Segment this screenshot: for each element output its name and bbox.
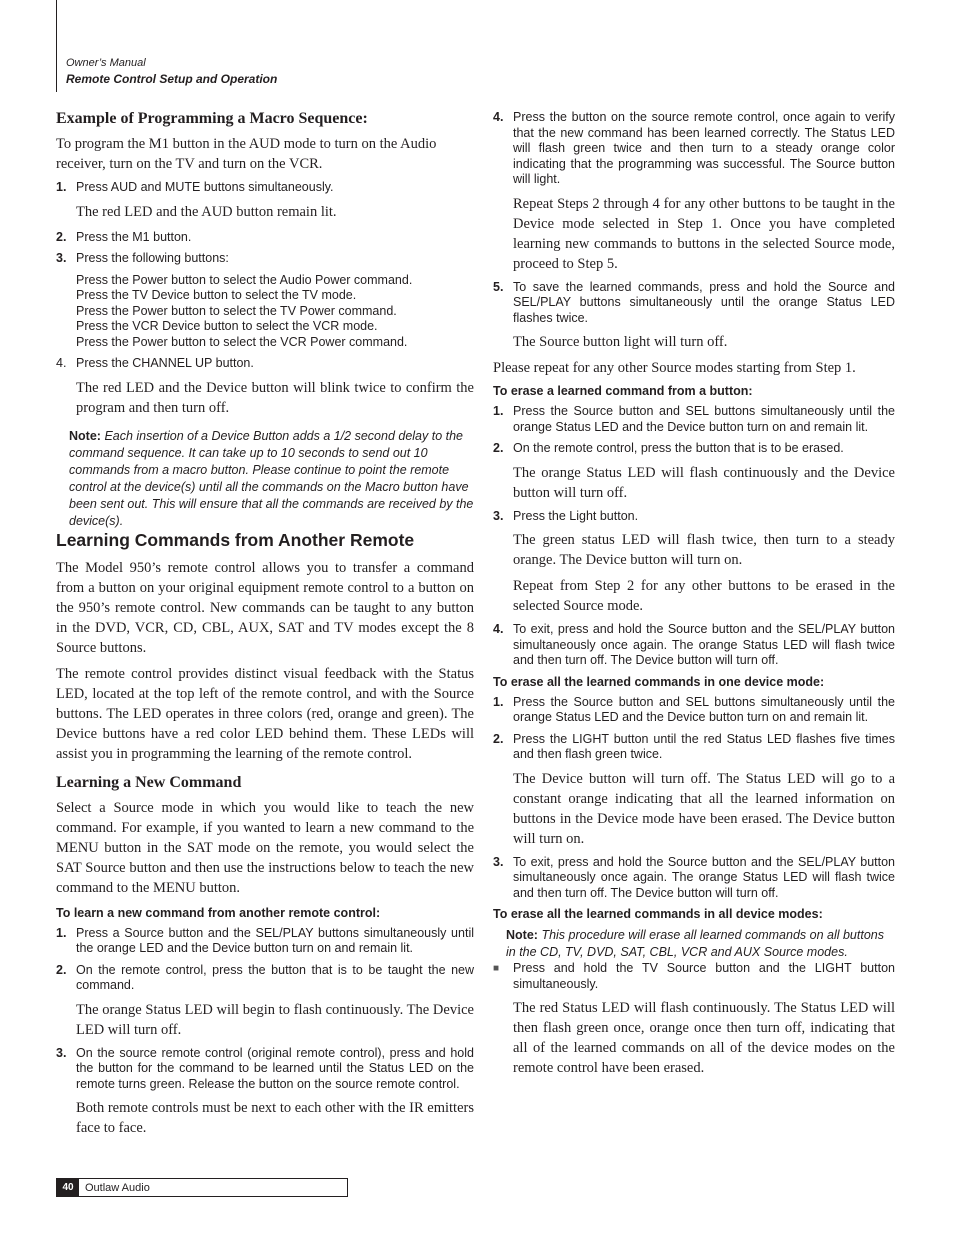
list-item (56, 251, 474, 267)
example-intro: To program the M1 button in the AUD mode to turn on the Audio receiver, turn on the TV and turn on the VCR. (56, 136, 437, 172)
step-text: Press a Source button and the SEL/PLAY buttons simultaneously until the orange LED and the Device button turn on and remain lit. (76, 925, 474, 955)
step-number: 2. (56, 962, 67, 977)
note-text: This procedure will erase all learned commands on all buttons in the CD, TV, DVD, SAT, CBL, VCR and AUX Source modes. (506, 928, 884, 959)
page-number: 40 (57, 1179, 79, 1196)
learning-title: Learning Commands from Another Remote (56, 529, 415, 550)
step-number: 3. (56, 1045, 67, 1060)
step-note: Repeat Steps 2 through 4 for any other buttons to be taught in the Device mode selected in Step 1. Once you have completed learning new commands to buttons in the selected Source mode, proceed to Step 5. (513, 195, 895, 272)
manual-label: Owner’s Manual (66, 57, 146, 69)
step-text: Press the CHANNEL UP button. (76, 356, 254, 370)
step-text: On the source remote control (original remote control), press and hold the button for the command to be learned until the Status LED on the remote turns green. Release the button on the source remote control. (76, 1045, 474, 1091)
list-item (493, 441, 895, 457)
learn-task-heading: To learn a new command from another remote control: (56, 905, 381, 920)
step-text: Press the LIGHT button until the red Status LED flashes five times and then flash green twice. (513, 731, 895, 761)
step-text: To exit, press and hold the Source button and the SEL/PLAY button simultaneously once again. The orange Status LED will flash twice and then turn off. The Device button will turn off. (513, 854, 895, 900)
sub-step: Press the TV Device button to select the TV mode. (76, 288, 357, 302)
step-note: The red LED and the AUD button remain lit. (76, 203, 337, 220)
erase-all-task-heading: To erase all the learned commands in one device mode: (493, 674, 825, 689)
erase-modes-task-heading: To erase all the learned commands in all device modes: (493, 907, 823, 921)
learning-paragraph-1: The Model 950’s remote control allows you to transfer a command from a button on your original equipment remote control to a button on the 950’s remote control. New commands can be taught to any button in the DVD, VCR, CD, CBL, AUX, SAT and TV modes except the 8 Source buttons. (56, 559, 474, 656)
note-text: Each insertion of a Device Button adds a 1/2 second delay to the command sequence. It can take up to 10 seconds to send out 10 commands from a macro button. Please continue to point the remote control at the device(s) until all the commands on the Macro button have been sent out. This will ensure that all the commands are received by the device(s). (69, 428, 474, 528)
note-label: Note: (506, 928, 538, 942)
step-note: The orange Status LED will begin to flash continuously. The Device LED will turn off. (76, 1001, 474, 1038)
step-number: 3. (493, 508, 504, 523)
new-command-paragraph: Select a Source mode in which you would like to teach the new command. For example, if you wanted to learn a new command to the MENU button in the SAT mode on the remote, you would select the SAT Source button and then use the instructions below to teach the new command to the MENU button. (56, 799, 474, 896)
new-command-title: Learning a New Command (56, 773, 242, 791)
step-note: The red LED and the Device button will blink twice to confirm the program and then turn off. (76, 379, 474, 416)
list-item (493, 622, 895, 669)
erase-task-heading: To erase a learned command from a button: (493, 384, 753, 398)
sub-step: Press the Power button to select the TV Power command. (76, 303, 397, 318)
step-text: Press the Source button and SEL buttons simultaneously until the orange Status LED and the Device button turn on and remain lit. (513, 694, 895, 724)
list-item (493, 695, 895, 726)
right-column (493, 110, 895, 1078)
sub-step: Press the Power button to select the Audio Power command. (76, 272, 413, 287)
step-text: Press AUD and MUTE buttons simultaneously. (76, 180, 334, 194)
step-note: The Source button light will turn off. (513, 334, 728, 350)
step-number: 4. (493, 622, 504, 636)
page-footer (56, 1178, 348, 1197)
sub-step: Press the Power button to select the VCR Power command. (76, 334, 408, 349)
list-item (56, 180, 474, 196)
step-text: Press and hold the TV Source button and the LIGHT button simultaneously. (513, 961, 895, 991)
step-note: The green status LED will flash twice, then turn to a steady orange. The Device button will turn on. (513, 532, 895, 568)
header-rule (56, 0, 57, 92)
list-item (56, 356, 474, 372)
left-column (56, 110, 474, 1138)
step-text: Press the following buttons: (76, 251, 229, 265)
note-box (493, 927, 895, 961)
repeat-text: Please repeat for any other Source modes starting from Step 1. (493, 360, 856, 376)
step-number: 1. (56, 925, 67, 940)
step-text: Press the button on the source remote control, once again to verify that the new command has been learned correctly. The Status LED will flash green twice and then turn to a steady orange color indicating that the programming was successful. The Source button will light. (513, 110, 895, 186)
step-number: 1. (493, 694, 504, 709)
step-number: 1. (56, 180, 67, 194)
step-text: To save the learned commands, press and hold the Source and SEL/PLAY buttons simultaneously until the orange Status LED flashes twice. (513, 279, 895, 325)
step-note: The orange Status LED will flash continuously and the Device button will turn off. (513, 464, 895, 501)
step-text: Press the Light button. (513, 508, 639, 523)
list-item (493, 110, 895, 188)
step-text: On the remote control, press the button that is to be erased. (513, 441, 844, 455)
step-text: On the remote control, press the button that is to be taught the new command. (76, 962, 474, 992)
step-number: 3. (56, 251, 67, 265)
section-label: Remote Control Setup and Operation (66, 72, 278, 86)
note-label: Note: (69, 428, 101, 443)
step-text: Press the M1 button. (76, 229, 192, 244)
step-number: 2. (56, 229, 67, 244)
list-item (56, 963, 474, 994)
step-note: The red Status LED will flash continuously. The Status LED will then flash green once, orange once then turn off, indicating that all of the learned commands on all of the device modes on the remote control have been erased. (513, 1000, 895, 1076)
list-item (56, 1046, 474, 1093)
step-note: Both remote controls must be next to each other with the IR emitters face to face. (76, 1100, 474, 1136)
list-item (493, 509, 895, 525)
list-item (493, 961, 895, 992)
step-note: The Device button will turn off. The Status LED will go to a constant orange indicating that all the learned information on buttons in the Device mode have been erased. The Device button will turn on. (513, 770, 895, 847)
step-number: 2. (493, 441, 504, 455)
sub-step: Press the VCR Device button to select the VCR mode. (76, 319, 378, 333)
learning-paragraph-2: The remote control provides distinct visual feedback with the Status LED, located at the top left of the remote control, and with the Source buttons. The LED operates in three colors (red, orange and green). The Device buttons have a red color LED behind them. These LEDs will assist you in programming the learning of the remote control. (56, 665, 474, 762)
list-item (493, 404, 895, 435)
step-number: 2. (493, 731, 504, 746)
list-item (493, 280, 895, 327)
note-box (56, 428, 474, 530)
step-number: 4. (56, 356, 67, 370)
step-number: 1. (493, 404, 504, 418)
step-text: To exit, press and hold the Source button and the SEL/PLAY button simultaneously once again. The orange Status LED will flash twice and then turn off. The Device button will turn off. (513, 622, 895, 667)
step-number: 5. (493, 279, 504, 294)
step-number: 4. (493, 110, 504, 124)
list-item (493, 855, 895, 902)
list-item (56, 230, 474, 246)
sub-step-list (56, 273, 474, 351)
square-bullet-icon: ■ (493, 963, 500, 974)
step-note: Repeat from Step 2 for any other buttons to be erased in the selected Source mode. (513, 578, 895, 614)
step-text: Press the Source button and SEL buttons simultaneously until the orange Status LED and the Device button turn on and remain lit. (513, 404, 895, 434)
brand-label: Outlaw Audio (85, 1181, 150, 1194)
example-title: Example of Programming a Macro Sequence: (56, 110, 368, 127)
step-number: 3. (493, 854, 504, 869)
list-item (493, 732, 895, 763)
list-item (56, 926, 474, 957)
